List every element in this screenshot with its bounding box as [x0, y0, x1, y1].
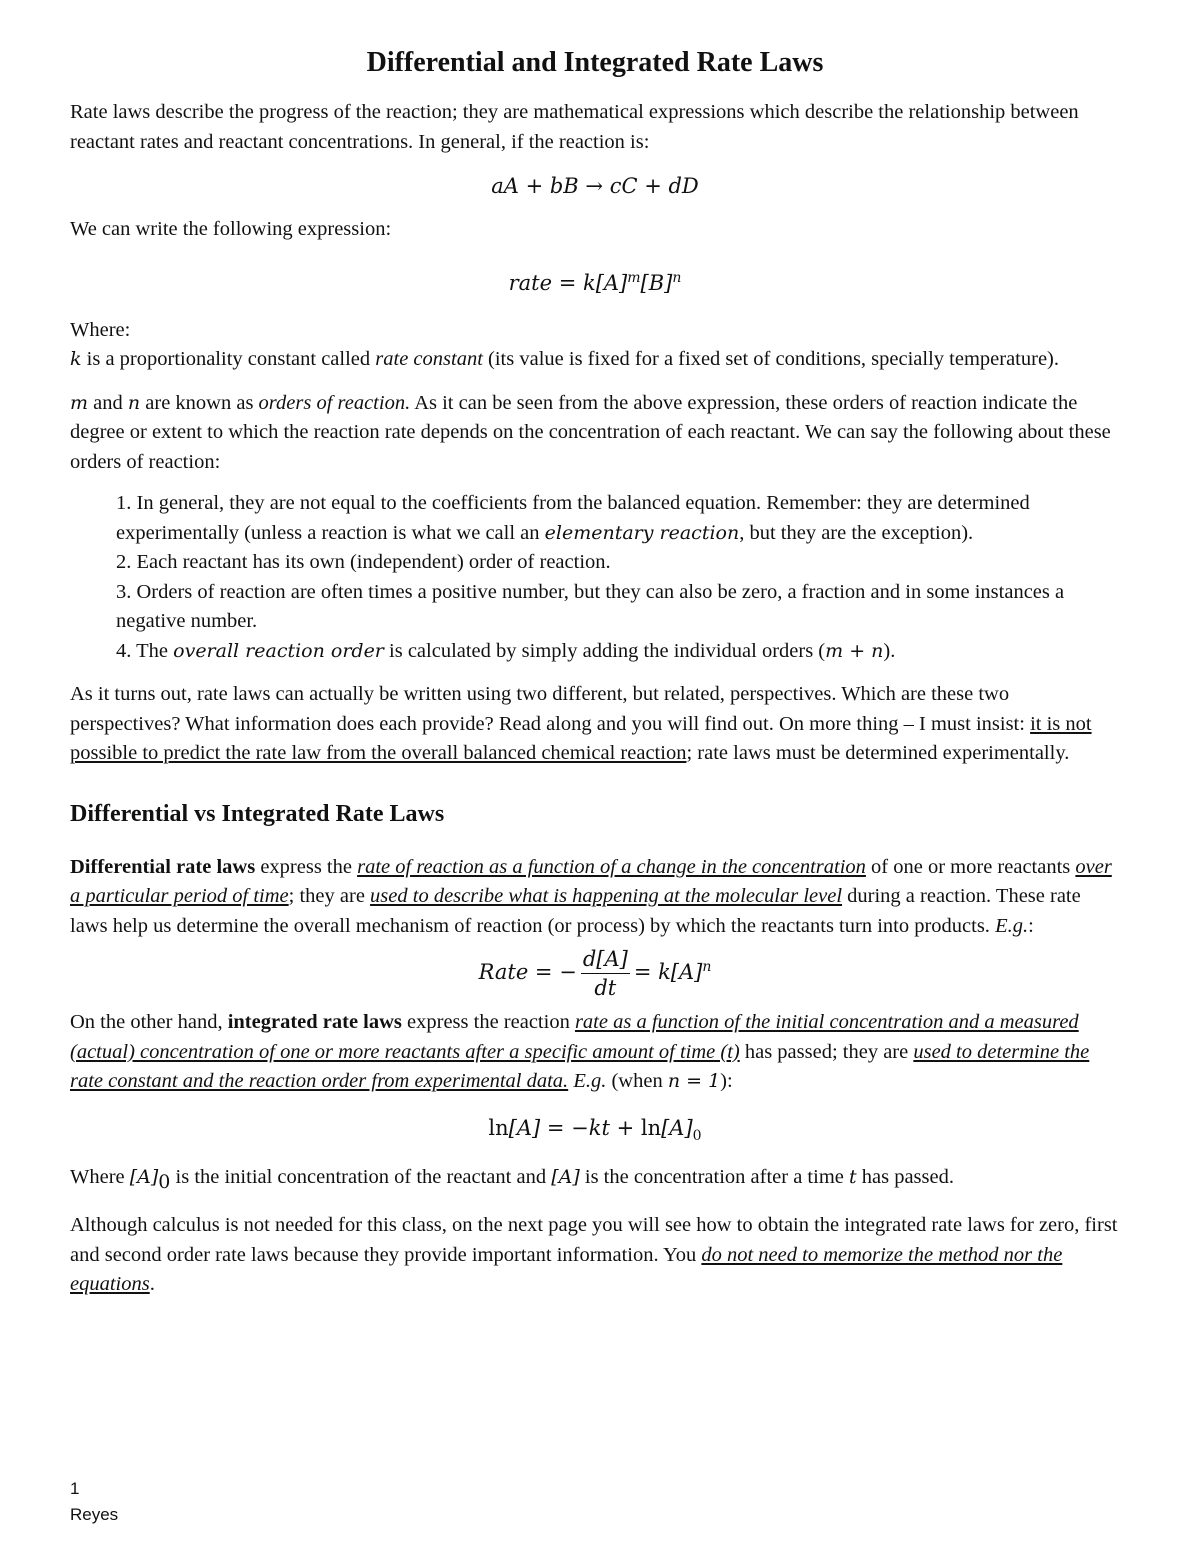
int-text-3: has passed; they are [739, 1040, 914, 1063]
m-symbol: m [70, 391, 89, 414]
calculus-paragraph [70, 1211, 1120, 1300]
list-item [116, 637, 1120, 667]
k-symbol: k [70, 348, 82, 370]
eg-label: E.g. [995, 914, 1029, 937]
diff-eq-lhs: Rate = − [478, 960, 577, 984]
int-eq-a0: [A] [661, 1115, 693, 1140]
section-heading: Differential vs Integrated Rate Laws [70, 800, 445, 827]
diff-text-1: express the [255, 855, 358, 878]
orders-text: are known as [140, 391, 259, 414]
diff-colon: : [1028, 914, 1034, 937]
diff-eq-numerator: d[A] [581, 945, 630, 974]
where2-text-3: is the concentration after a time [579, 1165, 849, 1188]
elementary-reaction-term: elementary reaction [544, 521, 740, 544]
author-name: Reyes [70, 1505, 119, 1524]
k-text: is a proportionality constant called [81, 348, 376, 370]
a0-subscript: 0 [158, 1170, 171, 1193]
page-title: Differential and Integrated Rate Laws [366, 47, 824, 78]
where2-text-4: has passed. [856, 1165, 954, 1188]
and-text: and [88, 391, 128, 414]
diff-text-2: of one or more reactants [865, 855, 1076, 878]
diff-emphasis-1: rate of reaction as a function of a change in the concentration [357, 855, 866, 878]
int-emphasis-2: used to determine the rate constant and the reaction order from experimental data. [70, 1040, 1090, 1092]
list-item-4-text-3: ). [883, 639, 896, 662]
rate-constant-term: rate constant [375, 348, 483, 370]
page-number: 1 [70, 1479, 80, 1498]
overall-order-term: overall reaction order [173, 639, 384, 662]
rate-eq-n: n [672, 269, 682, 286]
diff-text-4: during a reaction. These rate laws help us determine the overall mechanism of reaction (or process) by which the reactants turn into products. [70, 885, 1081, 937]
reaction-equation: aA + bB → cC + dD [491, 174, 699, 198]
calc-text-2: . [149, 1273, 155, 1296]
orders-text-2: As it can be seen from the above expression, these orders of reaction indicate the degree or extent to which the reaction rate depends on the concentration of each reactant. We can say the following about these orders of reaction: [70, 391, 1111, 473]
diff-eq-rhs: = k[A] [633, 960, 703, 984]
list-item-4-text: 4. The [116, 639, 174, 662]
calc-emphasis: do not need to memorize the method nor the equations [70, 1243, 1063, 1296]
int-text-1: On the other hand, [70, 1011, 228, 1033]
m-plus-n: m + n [825, 639, 884, 662]
t-symbol: t [848, 1165, 857, 1188]
diff-eq-exponent: n [702, 959, 712, 975]
list-item-4-text-2: is calculated by simply adding the individual orders ( [383, 639, 826, 662]
intro-paragraph: Rate laws describe the progress of the reaction; they are mathematical expressions which describe the relationship between reactant rates and reactant concentrations. In general, if the reaction is: [70, 101, 1079, 153]
list-item: 2. Each reactant has its own (independent) order of reaction. [116, 551, 611, 573]
int-text-2: express the reaction [401, 1011, 575, 1033]
differential-equation [70, 945, 1120, 1002]
perspectives-emphasis: it is not possible to predict the rate law from the overall balanced chemical reaction [70, 712, 1092, 764]
diff-emphasis-2: over a particular period of time [70, 855, 1112, 907]
page-footer [70, 1476, 118, 1528]
list-item [116, 489, 1120, 548]
rate-eq-mid: [B] [640, 270, 673, 295]
list-item-1-text-2: , but they are the exception). [739, 521, 974, 544]
k-text-2: (its value is fixed for a fixed set of conditions, specially temperature). [482, 348, 1059, 370]
perspectives-text: As it turns out, rate laws can actually be written using two different, but related, perspectives. Which are these two perspectives? What information does each provide? Read along and you will find out. On more thing – I must insist: [70, 683, 1031, 735]
differential-paragraph [70, 853, 1120, 942]
ln-operator: ln [488, 1115, 509, 1140]
where-paragraph [70, 1163, 1120, 1198]
n-equals-one: n = 1 [667, 1070, 721, 1092]
intro-paragraph-2: We can write the following expression: [70, 218, 392, 240]
diff-emphasis-3: used to describe what is happening at the molecular level [370, 885, 843, 907]
integrated-paragraph [70, 1008, 1120, 1097]
list-item-1-text: 1. In general, they are not equal to the coefficients from the balanced equation. Remember: they are determined experimentally (unless a reaction is what we call an [116, 492, 1030, 544]
rate-law-equation [70, 263, 1120, 298]
where-label: Where: [70, 318, 131, 341]
a-symbol: [A] [551, 1165, 580, 1188]
differential-term: Differential rate laws [70, 855, 256, 878]
where2-text-2: is the initial concentration of the reactant and [170, 1165, 552, 1188]
diff-eq-fraction [581, 945, 630, 1002]
orders-paragraph [70, 389, 1120, 478]
orders-term: orders of reaction. [258, 391, 411, 414]
ln-operator: ln [640, 1115, 662, 1140]
int-text-6: ): [720, 1070, 733, 1092]
n-symbol: n [127, 391, 141, 414]
list-item: 3. Orders of reaction are often times a positive number, but they can also be zero, a fraction and in some instances a negative number. [116, 580, 1065, 632]
int-eq-subscript: 0 [692, 1127, 702, 1144]
integrated-term: integrated rate laws [227, 1011, 402, 1033]
a0-symbol: [A] [129, 1165, 159, 1188]
perspectives-paragraph [70, 680, 1120, 769]
k-definition [70, 345, 1120, 375]
rate-eq-m: m [627, 269, 641, 286]
where2-text-1: Where [70, 1165, 130, 1188]
diff-text-3: ; they are [288, 885, 371, 907]
calc-text-1: Although calculus is not needed for this class, on the next page you will see how to obtain the integrated rate laws for zero, first and second order rate laws because they provide important information. You [70, 1214, 1118, 1266]
integrated-equation [70, 1113, 1120, 1151]
eg-label: E.g. [573, 1070, 607, 1092]
orders-list [116, 489, 1120, 666]
int-emphasis-1: rate as a function of the initial concentration and a measured (actual) concentration of one or more reactants after a specific amount of time (t) [70, 1011, 1079, 1063]
document-page [70, 46, 1120, 1300]
rate-eq-lhs: rate = k[A] [508, 270, 628, 295]
int-text-5: (when [606, 1070, 668, 1092]
perspectives-text-2: ; rate laws must be determined experimentally. [686, 742, 1070, 764]
int-eq-middle: [A] = −kt + [508, 1115, 641, 1140]
diff-eq-denominator: dt [594, 976, 617, 1000]
